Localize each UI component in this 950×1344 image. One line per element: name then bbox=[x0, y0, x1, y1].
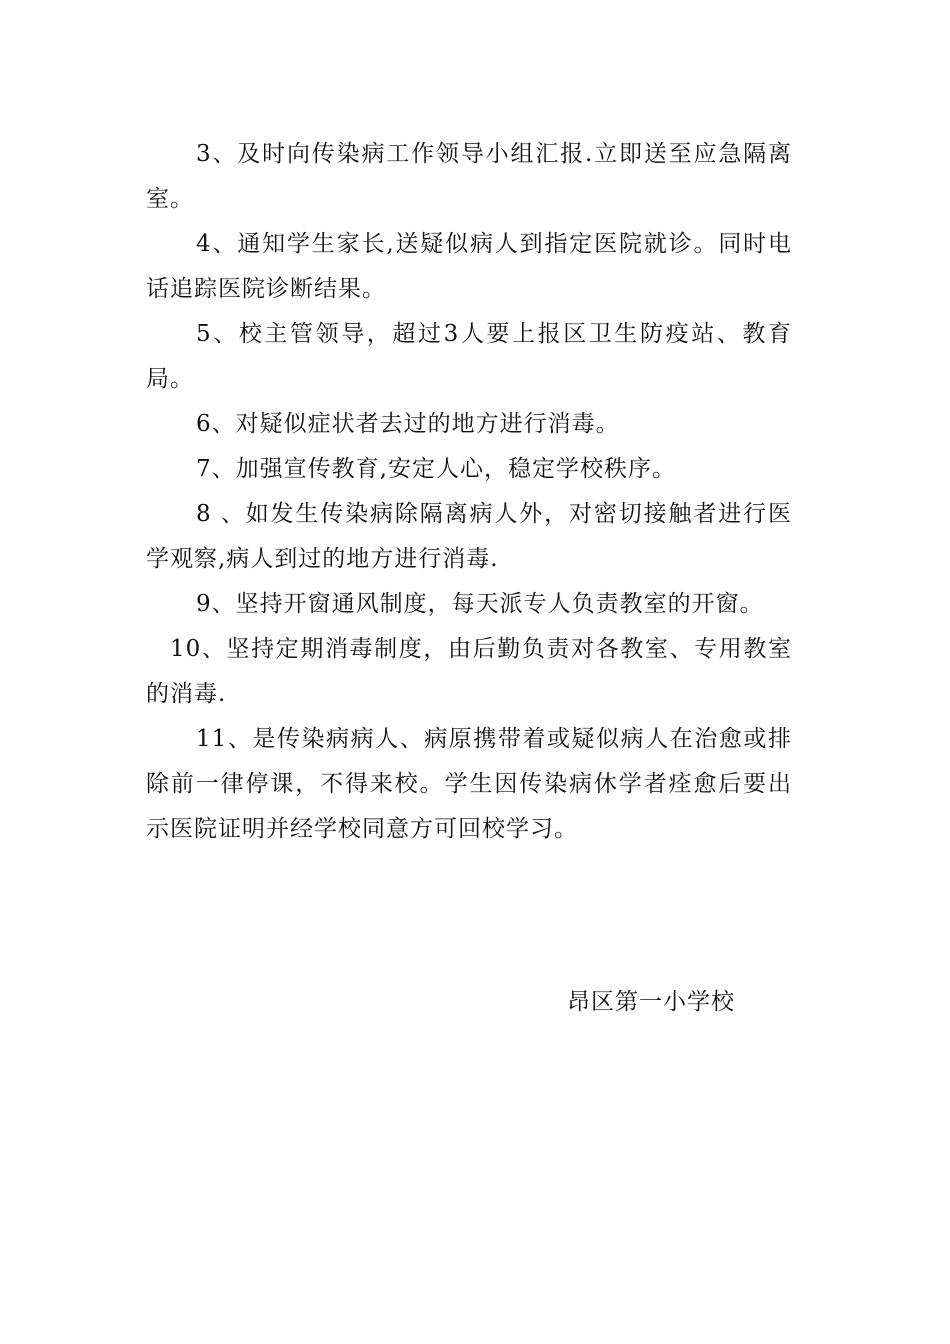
signature-school-name: 昂区第一小学校 bbox=[567, 989, 735, 1015]
document-body bbox=[146, 132, 792, 852]
paragraph-item-7: 7、加强宣传教育,安定人心，稳定学校秩序。 bbox=[196, 456, 676, 482]
paragraph-item-5: 5、校主管领导，超过3人要上报区卫生防疫站、教育局。 bbox=[146, 321, 792, 392]
paragraph-item-6: 6、对疑似症状者去过的地方进行消毒。 bbox=[196, 411, 620, 437]
paragraph-item-4: 4、通知学生家长,送疑似病人到指定医院就诊。同时电话追踪医院诊断结果。 bbox=[146, 231, 792, 302]
paragraph-item-3: 3、及时向传染病工作领导小组汇报.立即送至应急隔离室。 bbox=[146, 141, 792, 212]
paragraph-item-11: 11、是传染病病人、病原携带着或疑似病人在治愈或排除前一律停课，不得来校。学生因传染病休学者痊愈后要出示医院证明并经学校同意方可回校学习。 bbox=[146, 726, 792, 842]
paragraph-item-8: 8 、如发生传染病除隔离病人外，对密切接触者进行医学观察,病人到过的地方进行消毒. bbox=[146, 501, 792, 572]
paragraph-item-10: 10、坚持定期消毒制度，由后勤负责对各教室、专用教室的消毒. bbox=[146, 636, 792, 707]
paragraph-item-9: 9、坚持开窗通风制度，每天派专人负责教室的开窗。 bbox=[196, 591, 764, 617]
